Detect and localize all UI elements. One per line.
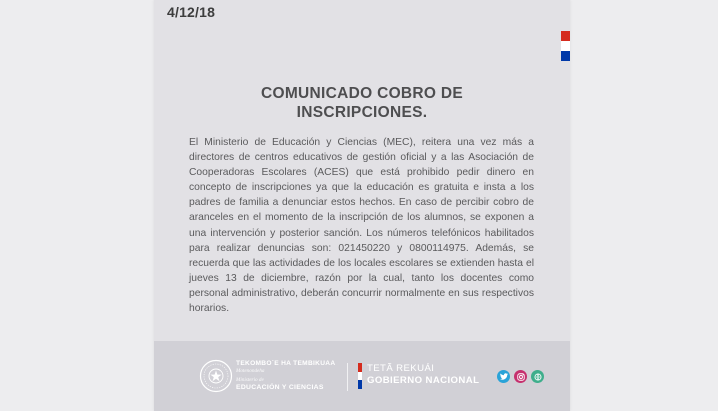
date-label: 4/12/18 [167,4,216,20]
announcement-title: COMUNICADO COBRO DE INSCRIPCIONES. [260,85,464,121]
national-seal-icon [199,359,233,393]
government-flag-icon [358,363,362,389]
right-background [570,0,718,411]
announcement-card [154,0,570,411]
paraguay-flag-icon [561,31,570,61]
government-guarani-name: TETÃ REKUÁI [367,363,435,374]
left-background [0,0,154,411]
social-links [497,370,544,383]
ministry-guarani-name: TEKOMBO´E HA TEMBIKUAA [236,360,336,367]
web-icon[interactable] [531,370,544,383]
announcement-body: El Ministerio de Educación y Ciencias (MEC), reitera una vez más a directores de centros educativos de gestión oficial y a las Asociación de Cooperadoras Escolares (ACES) que está prohibido pedir dinero en concepto de inscripciones ya que la educación es gratuita e insta a los padres de familia a denunciar estos hechos. En caso de percibir cobro de aranceles en el momento de la inscripción de los alumnos, se exponen a una intervención y posterior sanción. Los números telefónicos habilitados para realizar denuncias son: 021450220 y 0800114975. Además, se recuerda que las actividades de los locales escolares se extienden hasta el jueves 13 de diciembre, razón por la cual, tanto los docentes como personal administrativo, deberán concurrir normalmente en sus respectivos horarios. [189,137,534,315]
government-spanish-name: GOBIERNO NACIONAL [367,375,480,386]
ministry-logo-text [236,360,335,391]
instagram-icon[interactable] [514,370,527,383]
ministry-guarani-sub: Motenondeha [236,368,265,374]
ministry-spanish-name: EDUCACIÓN Y CIENCIAS [236,384,324,391]
footer-banner [154,341,570,411]
ministry-spanish-sub: Ministerio de [236,377,264,383]
twitter-icon[interactable] [497,370,510,383]
government-logo-text [367,363,479,386]
footer-divider [347,363,348,391]
